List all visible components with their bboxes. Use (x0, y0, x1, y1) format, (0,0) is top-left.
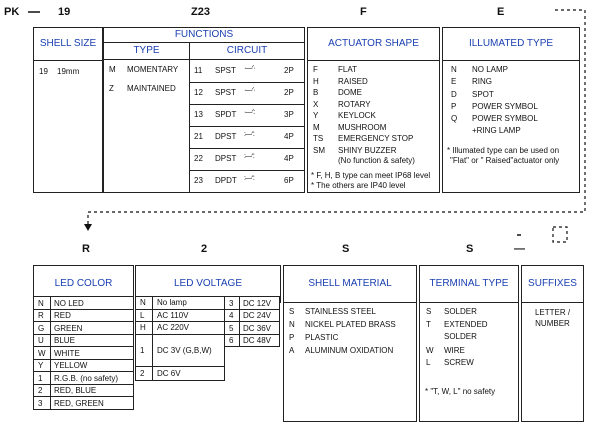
actuator-code: SM (313, 145, 325, 155)
shell-material-box (283, 265, 417, 422)
led-voltage-divider (152, 322, 153, 334)
led-color-label: YELLOW (54, 361, 88, 370)
actuator-code: TS (313, 134, 324, 143)
led-voltage-row (135, 309, 225, 323)
led-voltage-label: DC 36V (243, 323, 272, 333)
terminal-type-title: TERMINAL TYPE (420, 266, 518, 303)
led-voltage-label: DC 48V (243, 336, 272, 345)
led-voltage-row (135, 366, 225, 381)
led-color-label: NO LED (54, 298, 84, 308)
terminal-code: L (426, 358, 431, 367)
led-color-divider (50, 397, 51, 409)
actuator-code: X (313, 99, 319, 109)
switch-symbol-icon: :—ᐟ: (244, 175, 254, 182)
function-type-label: MOMENTARY (127, 65, 179, 74)
terminal-label: SCREW (444, 358, 474, 367)
switch-symbol-icon: ·—ᐟ: (244, 109, 255, 116)
led-voltage-code: H (140, 323, 146, 333)
terminal-label: EXTENDED (444, 320, 488, 329)
led-voltage-label: DC 6V (157, 368, 181, 378)
function-circuit-code: 12 (194, 88, 203, 97)
code-shell-size: 19 (58, 6, 71, 18)
code-pk: PK (4, 6, 20, 18)
code-dash: — (514, 243, 525, 255)
actuator-label: KEYLOCK (338, 111, 376, 120)
code-actuator: F (360, 6, 367, 18)
functions-title: FUNCTIONS (104, 28, 304, 43)
function-circuit-label: DPST (215, 154, 237, 163)
actuator-code: H (313, 76, 319, 86)
led-color-label: GREEN (54, 323, 83, 333)
led-color-code: 2 (38, 386, 43, 395)
led-voltage-row (224, 321, 280, 335)
suffixes-box (521, 265, 584, 422)
functions-circuit-header: CIRCUIT (190, 43, 304, 60)
actuator-code: M (313, 122, 320, 132)
led-voltage-code: 2 (140, 368, 145, 378)
function-type-code: Z (109, 84, 114, 93)
shell-size-value: 19mm (57, 67, 80, 76)
led-color-label: RED (54, 311, 71, 320)
illuminated-note-2: "Flat" or " Raised"actuator only (450, 156, 560, 165)
led-voltage-code: 1 (140, 345, 145, 355)
shell-material-code: S (289, 307, 295, 316)
illuminated-label: POWER SYMBOL (472, 114, 538, 124)
led-color-row (33, 384, 134, 398)
led-voltage-row (135, 321, 225, 335)
led-voltage-divider (239, 335, 240, 347)
led-voltage-code: N (140, 298, 146, 308)
led-voltage-divider (152, 310, 153, 322)
led-voltage-label: AC 110V (157, 310, 189, 320)
led-voltage-code: 5 (229, 323, 234, 333)
led-color-row (33, 396, 134, 410)
illuminated-code: N (451, 65, 457, 74)
led-voltage-label: DC 3V (G,B,W) (157, 345, 212, 355)
code-function: Z23 (191, 6, 210, 18)
actuator-label: DOME (338, 88, 362, 97)
led-color-row (33, 334, 134, 348)
actuator-shape-box (307, 27, 440, 193)
led-color-row (33, 359, 134, 373)
led-voltage-label: DC 24V (243, 311, 272, 320)
shell-size-title: SHELL SIZE (34, 28, 102, 61)
led-voltage-divider (152, 367, 153, 380)
function-circuit-label: SPST (215, 66, 236, 75)
switch-symbol-icon: ·—ᐟ· (244, 87, 255, 94)
actuator-code: F (313, 65, 318, 74)
led-color-code: R (38, 311, 44, 320)
code-terminal-type: S (466, 243, 474, 255)
led-color-row (33, 321, 134, 335)
led-color-code: Y (38, 361, 44, 370)
illuminated-label: NO LAMP (472, 65, 509, 74)
led-color-code: N (38, 298, 44, 308)
illuminated-code: D (451, 89, 457, 99)
led-color-divider (50, 310, 51, 322)
led-voltage-row (224, 309, 280, 323)
terminal-code: W (426, 346, 434, 355)
function-circuit-code: 22 (194, 154, 203, 163)
shell-material-code: A (289, 346, 295, 355)
function-circuit-label: DPST (215, 132, 237, 141)
illuminated-q-extra: +RING LAMP (472, 126, 521, 135)
function-circuit-pole: 2P (284, 88, 294, 97)
actuator-note-2: * The others are IP40 level (311, 181, 406, 190)
function-circuit-label: SPST (215, 88, 236, 97)
actuator-label: EMERGENCY STOP (338, 134, 414, 143)
illuminated-type-title: ILLUMATED TYPE (443, 28, 579, 61)
led-voltage-label: DC 12V (243, 298, 272, 308)
actuator-label: RAISED (338, 76, 368, 86)
function-circuit-row (190, 104, 304, 127)
suffixes-line-2: NUMBER (535, 319, 570, 328)
led-voltage-row (135, 296, 225, 310)
led-color-row (33, 296, 134, 310)
led-voltage-divider (152, 335, 153, 366)
led-color-divider (50, 335, 51, 347)
led-voltage-row (224, 296, 280, 310)
function-circuit-row (190, 126, 304, 149)
shell-material-title: SHELL MATERIAL (284, 266, 416, 303)
led-voltage-divider (239, 310, 240, 322)
actuator-label: ROTARY (338, 99, 371, 109)
code-shell-material: S (342, 243, 350, 255)
terminal-code: S (426, 307, 432, 316)
code-led-voltage: 2 (201, 243, 208, 255)
illuminated-label: POWER SYMBOL (472, 101, 538, 111)
function-circuit-row (190, 170, 304, 192)
terminal-t-extra: SOLDER (444, 332, 477, 341)
led-voltage-divider (239, 322, 240, 334)
illuminated-label: RING (472, 77, 492, 87)
actuator-note-1: * F, H, B type can meet IP68 level (311, 171, 431, 180)
illuminated-type-box (442, 27, 580, 193)
led-color-label: BLUE (54, 336, 75, 345)
actuator-code: B (313, 88, 319, 97)
led-voltage-divider (239, 297, 240, 309)
illuminated-code: P (451, 101, 457, 111)
led-color-divider (50, 360, 51, 372)
led-color-code: G (38, 323, 45, 333)
switch-symbol-icon: :—ᐟ: (244, 153, 254, 160)
actuator-label: FLAT (338, 65, 357, 74)
led-color-code: 1 (38, 373, 43, 383)
illuminated-code: E (451, 77, 457, 87)
led-color-row (33, 346, 134, 360)
function-circuit-pole: 4P (284, 132, 294, 141)
shell-size-code: 19 (39, 67, 48, 76)
led-color-label: R.G.B. (no safety) (54, 373, 119, 383)
shell-size-box (33, 27, 103, 193)
function-circuit-label: DPDT (215, 176, 237, 185)
shell-material-label: ALUMINUM OXIDATION (305, 346, 394, 355)
code-led-color: R (82, 243, 90, 255)
led-color-code: 3 (38, 398, 43, 408)
led-color-row (33, 371, 134, 385)
illuminated-note-1: * Illumated type can be used on (447, 146, 560, 155)
led-color-divider (50, 322, 51, 334)
switch-symbol-icon: ·—ᐟ· (244, 65, 255, 72)
functions-box (103, 27, 305, 193)
led-voltage-label: AC 220V (157, 323, 190, 333)
functions-type-header: TYPE (104, 43, 190, 60)
function-circuit-pole: 6P (284, 176, 294, 185)
led-voltage-divider (152, 297, 153, 309)
code-illumination: E (497, 6, 505, 18)
led-color-code: W (38, 348, 46, 358)
function-circuit-code: 23 (194, 176, 203, 185)
led-color-divider (50, 385, 51, 397)
function-circuit-row (190, 60, 304, 83)
function-type-code: M (109, 65, 116, 74)
led-voltage-row (135, 334, 225, 367)
function-circuit-code: 13 (194, 110, 203, 119)
led-color-label: RED, BLUE (54, 386, 97, 395)
shell-material-label: NICKEL PLATED BRASS (305, 320, 396, 329)
actuator-label: MUSHROOM (338, 122, 387, 132)
terminal-label: SOLDER (444, 307, 477, 316)
terminal-type-box (419, 265, 519, 422)
led-voltage-code: 4 (229, 311, 234, 320)
function-circuit-pole: 3P (284, 110, 294, 119)
led-voltage-title: LED VOLTAGE (174, 278, 242, 289)
terminal-code: T (426, 320, 431, 329)
function-circuit-row (190, 148, 304, 171)
shell-material-code: N (289, 320, 295, 329)
function-circuit-code: 21 (194, 132, 203, 141)
function-circuit-row (190, 82, 304, 105)
led-color-divider (50, 372, 51, 384)
function-circuit-code: 11 (194, 66, 203, 75)
led-color-title: LED COLOR (54, 278, 113, 289)
shell-material-label: STAINLESS STEEL (305, 307, 376, 316)
led-color-row (33, 309, 134, 323)
led-color-divider (50, 297, 51, 309)
led-color-label: RED, GREEN (54, 398, 104, 408)
led-color-divider (50, 347, 51, 359)
illuminated-code: Q (451, 114, 458, 124)
terminal-label: WIRE (444, 346, 465, 355)
actuator-sub-note: (No function & safety) (338, 156, 415, 165)
led-color-code: U (38, 336, 44, 345)
suffixes-line-1: LETTER / (534, 308, 571, 317)
actuator-shape-title: ACTUATOR SHAPE (308, 28, 439, 61)
function-circuit-pole: 2P (284, 66, 294, 75)
illuminated-label: SPOT (472, 89, 494, 99)
actuator-code: Y (313, 111, 319, 120)
led-color-label: WHITE (54, 348, 80, 358)
led-voltage-code: L (140, 310, 145, 320)
actuator-label: SHINY BUZZER (338, 145, 397, 155)
led-voltage-code: 3 (229, 298, 234, 308)
function-circuit-pole: 4P (284, 154, 294, 163)
led-voltage-row (224, 334, 280, 348)
led-voltage-code: 6 (229, 336, 234, 345)
suffixes-title: SUFFIXES (522, 266, 583, 303)
shell-material-label: PLASTIC (305, 333, 339, 342)
function-circuit-label: SPDT (215, 110, 237, 119)
shell-material-code: P (289, 333, 295, 342)
terminal-note: * "T, W, L" no safety (425, 387, 496, 396)
switch-symbol-icon: :—ᐟ: (244, 131, 254, 138)
function-type-label: MAINTAINED (127, 84, 176, 93)
led-voltage-label: No lamp (157, 298, 187, 308)
